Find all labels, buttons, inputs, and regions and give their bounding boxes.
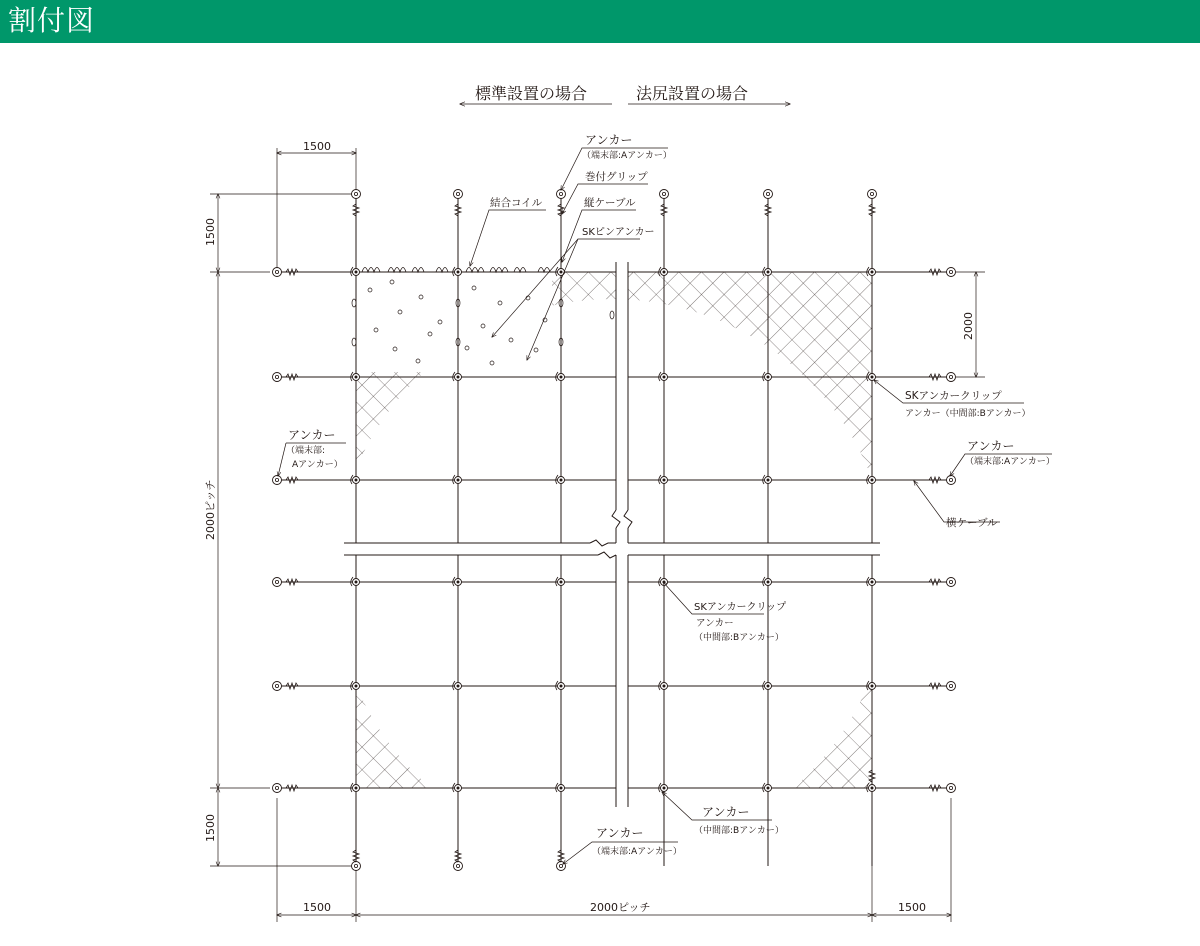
callout-sk-clip-center-sub2: （中間部:Bアンカー）: [694, 633, 784, 643]
callout-anchor-left-sub1: （端末部:: [286, 446, 326, 456]
wire-mesh: [356, 272, 872, 788]
dim-bottom-pitch: 2000ピッチ: [590, 901, 651, 914]
anchor-left-2: [273, 373, 282, 382]
anchor-right-3: [947, 476, 956, 485]
anchor-bottom-2: [454, 862, 463, 871]
callout-anchor-left-sub2: Aアンカー）: [292, 460, 343, 470]
mesh-slope-side: [628, 272, 872, 788]
callout-anchor-bottom-sub: （端末部:Aアンカー）: [592, 847, 682, 857]
anchor-right-5: [947, 682, 956, 691]
anchor-top-5: [764, 190, 773, 199]
page-title: 割付図: [8, 4, 96, 37]
anchor-top-2: [454, 190, 463, 199]
anchor-bottom-1: [352, 862, 361, 871]
anchor-right-2: [947, 373, 956, 382]
callout-sk-clip-center: SKアンカークリップ: [694, 602, 787, 613]
callout-anchor-right: アンカー: [967, 439, 1015, 453]
anchor-top-6: [868, 190, 877, 199]
anchor-left-5: [273, 682, 282, 691]
anchor-top-3: [557, 190, 566, 199]
callout-anchor-left: アンカー: [288, 428, 336, 442]
slope-case-label: 法尻設置の場合: [636, 84, 749, 103]
anchor-top-1: [352, 190, 361, 199]
dim-bottom-left-1500: 1500: [303, 901, 331, 914]
anchor-right-4: [947, 578, 956, 587]
dim-right-2000: 2000: [962, 312, 975, 340]
anchor-left-6: [273, 784, 282, 793]
dim-left-top-1500: 1500: [204, 218, 217, 246]
dim-top-1500: 1500: [303, 140, 331, 153]
callout-anchor-bottom-mid: アンカー: [702, 805, 750, 819]
anchor-left-3: [273, 476, 282, 485]
callout-sk-clip-center-sub1: アンカー: [696, 618, 734, 629]
callout-sk-clip-right: SKアンカークリップ: [905, 390, 1002, 402]
callout-sk-clip-right-sub: アンカー（中間部:Bアンカー）: [905, 409, 1031, 419]
callout-anchor-right-sub: （端末部:Aアンカー）: [965, 457, 1055, 467]
anchor-left-1: [273, 268, 282, 277]
anchor-right-6: [947, 784, 956, 793]
case-labels: [460, 84, 790, 104]
anchor-right-1: [947, 268, 956, 277]
callout-sk-pin-anchor: SKピンアンカー: [582, 227, 655, 238]
callout-coupling-coil: 結合コイル: [490, 197, 543, 209]
dim-bottom-right-1500: 1500: [898, 901, 926, 914]
callout-anchor-bottom: アンカー: [596, 826, 644, 840]
callout-anchor-top-sub: （端末部:Aアンカー）: [582, 151, 672, 161]
anchor-top-4: [660, 190, 669, 199]
anchor-left-4: [273, 578, 282, 587]
callout-horizontal-cable: 横ケーブル: [946, 517, 998, 529]
dim-left-bottom-1500: 1500: [204, 814, 217, 842]
callout-winding-grip: 巻付グリップ: [585, 171, 648, 183]
callout-anchor-bottom-mid-sub: （中間部:Bアンカー）: [694, 826, 784, 836]
callout-anchor-top: アンカー: [585, 133, 633, 147]
callout-vertical-cable: 縦ケーブル: [584, 197, 636, 209]
standard-case-label: 標準設置の場合: [475, 84, 588, 103]
dim-left-pitch: 2000ピッチ: [204, 479, 217, 540]
